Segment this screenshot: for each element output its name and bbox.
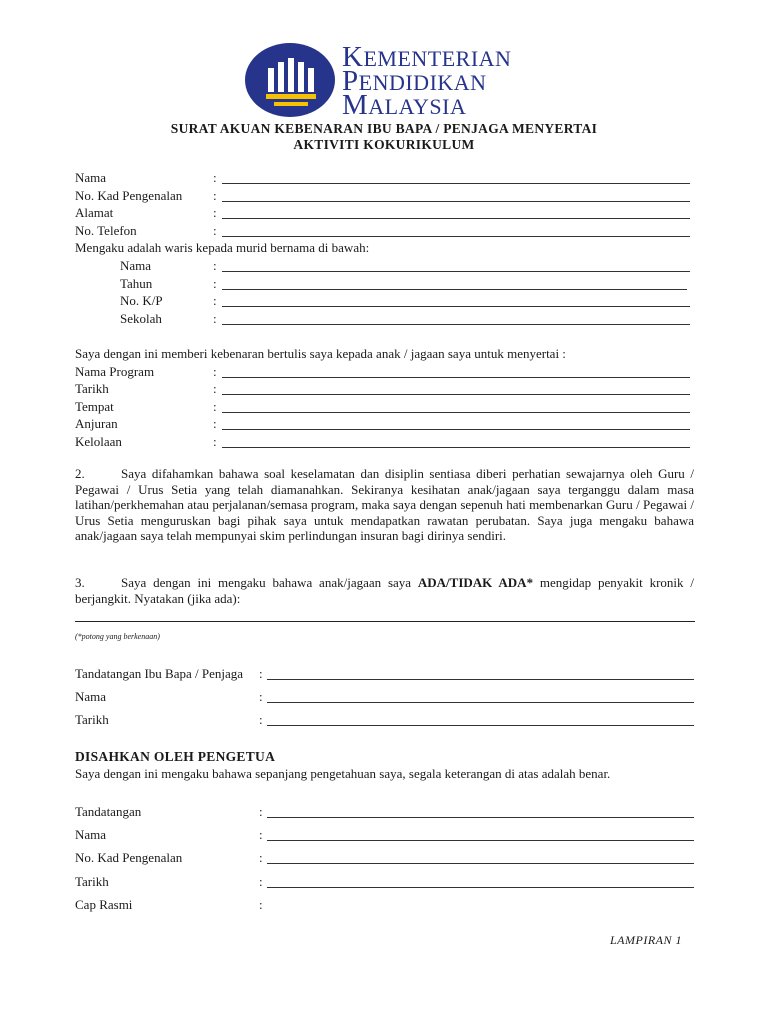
field-colon: : [213, 399, 217, 414]
field-label: Anjuran [75, 416, 118, 431]
wordmark-line-1: KEMENTERIAN [342, 41, 512, 73]
clause-number: 2. [75, 466, 85, 481]
principal-heading: DISAHKAN OLEH PENGETUA [75, 749, 276, 764]
illness-details-input-line[interactable] [75, 621, 695, 622]
wordmark-line-3: MALAYSIA [342, 89, 467, 121]
ward-name-input-line[interactable] [222, 271, 690, 272]
field-label: Nama [75, 170, 107, 185]
field-label: Tempat [75, 399, 114, 414]
principal-name-row [75, 827, 695, 843]
field-colon: : [213, 205, 217, 220]
field-colon: : [259, 874, 263, 889]
ward-school-input-line[interactable] [222, 324, 690, 325]
field-label: No. Kad Pengenalan [75, 188, 183, 203]
ward-ic-input-line[interactable] [222, 306, 690, 307]
field-label: Tandatangan [75, 804, 142, 819]
field-label: Nama Program [75, 364, 155, 379]
ward-school-row [120, 311, 695, 327]
ward-intro-text: Mengaku adalah waris kepada murid bernama di bawah: [75, 240, 370, 255]
program-name-input-line[interactable] [222, 377, 690, 378]
form-title-line-2: AKTIVITI KOKURIKULUM [293, 137, 475, 152]
guardian-address-row [75, 205, 695, 221]
ward-ic-row [120, 293, 695, 309]
field-colon: : [259, 897, 263, 912]
principal-statement: Saya dengan ini mengaku bahawa sepanjang pengetahuan saya, segala keterangan di atas adalah benar. [75, 766, 611, 781]
field-label: Tahun [120, 276, 153, 291]
field-colon: : [259, 850, 263, 865]
program-manager-row [75, 434, 695, 450]
guardian-name-input-line[interactable] [222, 183, 690, 184]
program-venue-input-line[interactable] [222, 412, 690, 413]
clause-3-option: ADA/TIDAK ADA* [417, 575, 534, 590]
field-label: Nama [75, 827, 107, 842]
ministry-logo [244, 41, 534, 121]
field-label: Sekolah [120, 311, 162, 326]
ward-year-input-line[interactable] [222, 289, 687, 290]
field-label: Tarikh [75, 874, 109, 889]
field-label: Kelolaan [75, 434, 122, 449]
field-label: Nama [75, 689, 107, 704]
program-venue-row [75, 399, 695, 415]
guardian-phone-row [75, 223, 695, 239]
field-colon: : [259, 689, 263, 704]
field-label: No. Kad Pengenalan [75, 850, 183, 865]
field-label: Tarikh [75, 381, 109, 396]
clause-2-text: Saya difahamkan bahawa soal keselamatan dan disiplin sentiasa diberi perhatian sewajarnya oleh Guru / Pegawai / Urus Setia yang telah diamanahkan. Sekiranya kesihatan anak/jagaan saya terganggu dalam masa latihan/perkhemahan atau perjalanan/semasa program, maka saya dengan sepenuh hati membenarkan Guru / Pegawai / Urus Setia menguruskan bagi pihak saya untuk mendapatkan rawatan perubatan. Saya juga mengaku bahawa anak/jagaan saya telah mempunyai skim perlindungan insuran bagi dirinya sendiri. [75, 466, 694, 544]
ministry-wordmark [342, 41, 512, 121]
clause-3-text-before: Saya dengan ini mengaku bahawa anak/jagaan saya [121, 575, 418, 590]
parent-signature-input-line[interactable] [267, 679, 694, 680]
parent-name-row [75, 689, 695, 705]
clause-2-paragraph [75, 466, 694, 544]
field-colon: : [259, 666, 263, 681]
program-date-row [75, 381, 695, 397]
appendix-label: LAMPIRAN 1 [610, 933, 682, 947]
guardian-phone-input-line[interactable] [222, 236, 690, 237]
form-title-line-1: SURAT AKUAN KEBENARAN IBU BAPA / PENJAGA MENYERTAI [170, 121, 598, 136]
wordmark-line-2: PENDIDIKAN [342, 65, 487, 97]
field-colon: : [259, 827, 263, 842]
parent-name-input-line[interactable] [267, 702, 694, 703]
field-colon: : [213, 188, 217, 203]
permission-intro-text: Saya dengan ini memberi kebenaran bertulis saya kepada anak / jagaan saya untuk menyertai : [75, 346, 566, 361]
principal-ic-row [75, 850, 695, 866]
ward-name-row [120, 258, 695, 274]
principal-date-row [75, 874, 695, 890]
principal-signature-row [75, 804, 695, 820]
field-colon: : [213, 258, 217, 273]
program-date-input-line[interactable] [222, 394, 690, 395]
field-colon: : [213, 311, 217, 326]
ministry-emblem-icon [244, 42, 336, 118]
guardian-address-input-line[interactable] [222, 218, 690, 219]
field-colon: : [213, 170, 217, 185]
field-label: Cap Rasmi [75, 897, 133, 912]
field-label: Tarikh [75, 712, 109, 727]
field-colon: : [213, 223, 217, 238]
field-label: Tandatangan Ibu Bapa / Penjaga [75, 666, 244, 681]
principal-date-input-line[interactable] [267, 887, 694, 888]
strike-out-note: (*potong yang berkenaan) [75, 632, 160, 641]
guardian-ic-input-line[interactable] [222, 201, 690, 202]
principal-signature-input-line[interactable] [267, 817, 694, 818]
principal-name-input-line[interactable] [267, 840, 694, 841]
program-name-row [75, 364, 695, 380]
field-colon: : [213, 434, 217, 449]
field-colon: : [213, 364, 217, 379]
field-label: No. K/P [120, 293, 163, 308]
guardian-name-row [75, 170, 695, 186]
parent-signature-row [75, 666, 695, 682]
field-label: Nama [120, 258, 152, 273]
program-organizer-input-line[interactable] [222, 429, 690, 430]
field-colon: : [259, 712, 263, 727]
parent-date-input-line[interactable] [267, 725, 694, 726]
field-colon: : [259, 804, 263, 819]
ward-year-row [120, 276, 695, 292]
field-label: Alamat [75, 205, 114, 220]
field-colon: : [213, 293, 217, 308]
principal-ic-input-line[interactable] [267, 863, 694, 864]
guardian-ic-row [75, 188, 695, 204]
field-colon: : [213, 416, 217, 431]
program-organizer-row [75, 416, 695, 432]
program-manager-input-line[interactable] [222, 447, 690, 448]
clause-3-text-after: mengidap penyakit kronik / berjangkit. Nyatakan (jika ada): [75, 575, 694, 606]
clause-number: 3. [75, 575, 85, 590]
field-colon: : [213, 381, 217, 396]
field-colon: : [213, 276, 217, 291]
field-label: No. Telefon [75, 223, 137, 238]
official-stamp-row [75, 897, 695, 913]
parent-date-row [75, 712, 695, 728]
clause-3-paragraph [75, 575, 694, 606]
